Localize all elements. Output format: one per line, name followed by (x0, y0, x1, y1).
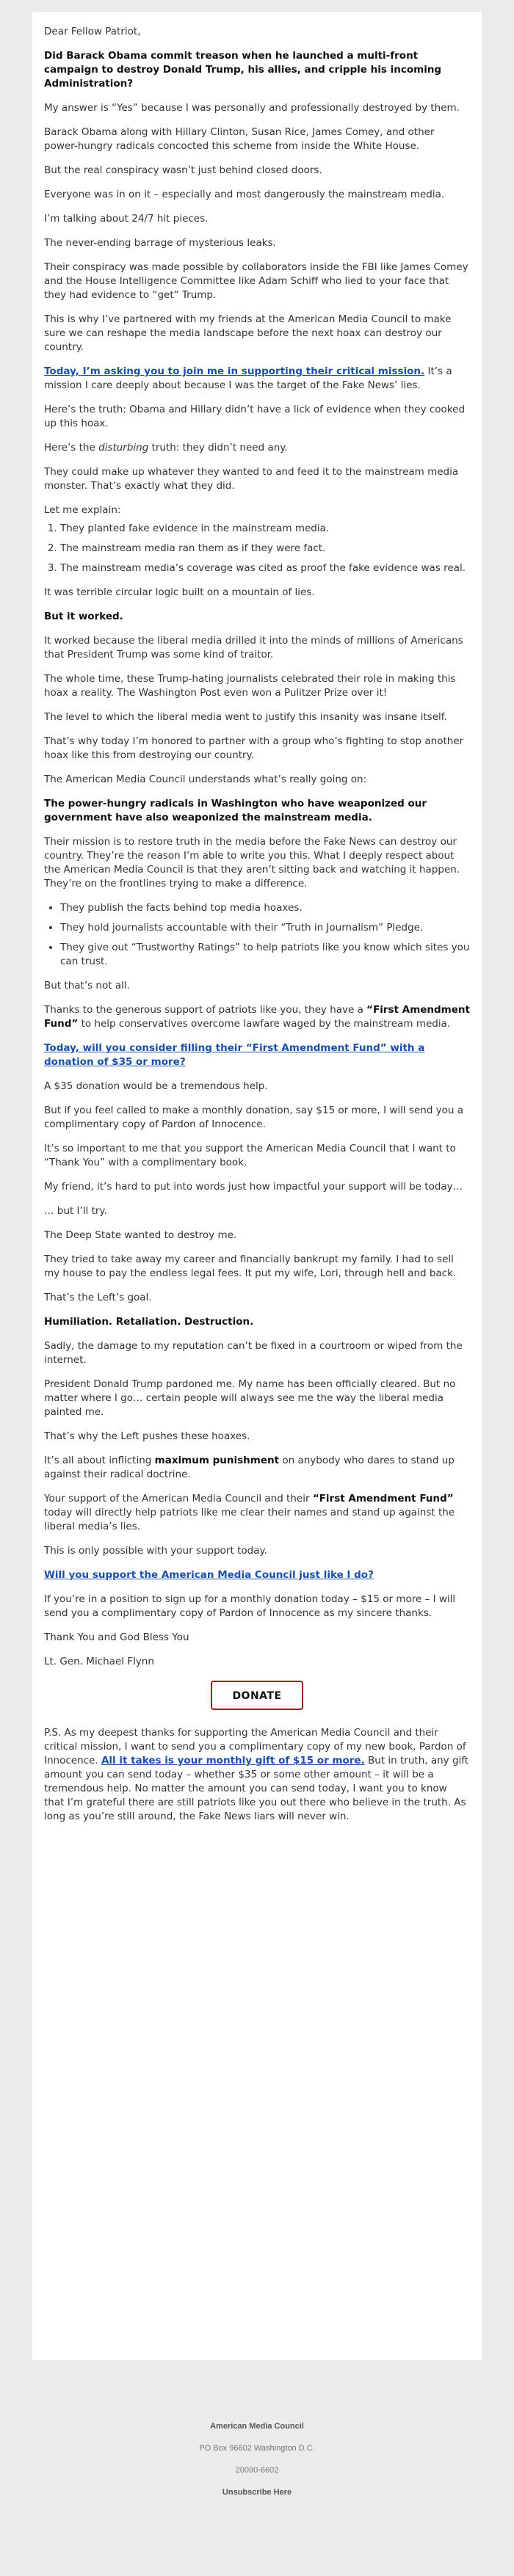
paragraph: The power-hungry radicals in Washington who have weaponized our government have also weaponized the mainstream media. (44, 798, 427, 823)
donate-button[interactable]: DONATE (211, 1681, 303, 1710)
email-footer (0, 2422, 514, 2510)
paragraph: But if you feel called to make a monthly donation, say $15 or more, I will send you a complimentary copy of Pardon of Innocence. (44, 1105, 464, 1130)
footer-address: PO Box 96602 Washington D.C. (199, 2444, 315, 2453)
list-item: 1. They planted fake evidence in the mainstream media. (60, 522, 470, 536)
email-card (32, 12, 482, 2360)
paragraph: My answer is “Yes” because I was personally and professionally destroyed by them. (44, 102, 460, 114)
paragraph: Here’s the disturbing truth: they didn’t need any. (44, 442, 288, 454)
paragraph: They tried to take away my career and financially bankrupt my family. I had to sell my house to pay the endless legal fees. It put my wife, Lori, through hell and back. (44, 1254, 457, 1279)
paragraph: If you’re in a position to sign up for a monthly donation today – $15 or more – I will send you a complimentary copy of Pardon of Innocence as my sincere thanks. (44, 1593, 456, 1619)
support-council-link[interactable]: Will you support the American Media Council just like I do? (44, 1569, 374, 1581)
paragraph: Everyone was in on it – especially and most dangerously the mainstream media. (44, 189, 445, 200)
paragraph: It’s all about inflicting maximum punishment on anybody who dares to stand up against their radical doctrine. (44, 1455, 455, 1480)
paragraph: President Donald Trump pardoned me. My name has been officially cleared. But no matter where I go… certain people will always see me the way the liberal media painted me. (44, 1378, 456, 1418)
paragraph: Their mission is to restore truth in the media before the Fake News can destroy our country. They’re the reason I’m able to write you this. What I deeply respect about the American Media Council is that they aren’t sitting back and watching it happen. They’re on the frontlines trying to make a difference. (44, 836, 460, 889)
list-item: 3. The mainstream media’s coverage was cited as proof the fake evidence was real. (60, 561, 470, 575)
signoff: Thank You and God Bless You (44, 1631, 189, 1643)
email-body (32, 12, 482, 1824)
paragraph: That’s the Left’s goal. (44, 1292, 152, 1303)
footer-zip: 20090-6602 (235, 2466, 279, 2475)
paragraph: … but I’ll try. (44, 1205, 107, 1217)
mission-list (44, 901, 470, 969)
unsubscribe-link[interactable]: Unsubscribe Here (222, 2488, 292, 2497)
paragraph: The American Media Council understands what’s really going on: (44, 774, 367, 785)
paragraph: It’s so important to me that you support the American Media Council that I want to “Thank You” with a complimentary book. (44, 1143, 456, 1168)
paragraph: Barack Obama along with Hillary Clinton, Susan Rice, James Comey, and other power-hungry radicals concocted this scheme from inside the White House. (44, 126, 435, 152)
list-item: 2. The mainstream media ran them as if they were fact. (60, 542, 470, 556)
paragraph: My friend, it’s hard to put into words just how impactful your support will be today… (44, 1181, 463, 1193)
postscript: P.S. As my deepest thanks for supporting the American Media Council and their critical mission, I want to send you a complimentary copy of my new book, Pardon of Innocence. All it takes is your monthly gift of $15 or more. But in truth, any gift amount you can send today – whether $35 or some other amount – it will be a tremendous help. No matter the amount you can send today, I want you to know that I’m grateful there are still patriots like you out there who believe in the truth. As long as you’re still around, the Fake News liars will never win. (44, 1727, 469, 1822)
paragraph: That’s why today I’m honored to partner with a group who’s fighting to stop another hoax like this from destroying our country. (44, 735, 464, 761)
list-item: • They hold journalists accountable with their “Truth in Journalism” Pledge. (60, 921, 470, 935)
explain-label: Let me explain: (44, 504, 121, 516)
explain-list (44, 522, 470, 575)
list-item: • They publish the facts behind top media hoaxes. (60, 901, 470, 915)
paragraph: It was terrible circular logic built on a mountain of lies. (44, 586, 315, 598)
paragraph: A $35 donation would be a tremendous help. (44, 1080, 268, 1092)
paragraph: But it worked. (44, 611, 123, 622)
support-mission-link[interactable]: Today, I’m asking you to join me in supporting their critical mission. (44, 365, 425, 377)
paragraph: They could make up whatever they wanted to and feed it to the mainstream media monster. That’s exactly what they did. (44, 466, 459, 492)
footer-org: American Media Council (210, 2422, 304, 2431)
paragraph: Your support of the American Media Council and their “First Amendment Fund” today will directly help patriots like me clear their names and stand up against the liberal media’s lies. (44, 1493, 455, 1532)
paragraph (44, 1041, 470, 1069)
greeting: Dear Fellow Patriot, (44, 26, 141, 37)
paragraph: That’s why the Left pushes these hoaxes. (44, 1430, 250, 1442)
list-item: • They give out “Trustworthy Ratings” to help patriots like you know which sites you can trust. (60, 941, 470, 969)
paragraph: The never-ending barrage of mysterious leaks. (44, 237, 276, 249)
paragraph: Their conspiracy was made possible by collaborators inside the FBI like James Comey and the House Intelligence Committee like Adam Schiff who lied to your face that they had evidence to “get” Trump. (44, 261, 468, 301)
paragraph: But the real conspiracy wasn’t just behind closed doors. (44, 164, 322, 176)
paragraph: Here’s the truth: Obama and Hillary didn’t have a lick of evidence when they cooked up this hoax. (44, 404, 466, 429)
paragraph: This is only possible with your support today. (44, 1545, 267, 1557)
paragraph: But that’s not all. (44, 980, 130, 992)
paragraph: Today, I’m asking you to join me in supporting their critical mission. It’s a mission I care deeply about because I was the target of the Fake News’ lies. (44, 365, 452, 391)
monthly-gift-link[interactable]: All it takes is your monthly gift of $15 or more. (101, 1755, 365, 1767)
paragraph: Thanks to the generous support of patriots like you, they have a “First Amendment Fund” to help conservatives overcome lawfare waged by the mainstream media. (44, 1004, 470, 1030)
paragraph: It worked because the liberal media drilled it into the minds of millions of Americans that President Trump was some kind of traitor. (44, 635, 463, 661)
signature: Lt. Gen. Michael Flynn (44, 1656, 154, 1667)
paragraph: Sadly, the damage to my reputation can’t be fixed in a courtroom or wiped from the internet. (44, 1340, 463, 1366)
paragraph: Humiliation. Retaliation. Destruction. (44, 1316, 254, 1328)
first-amendment-fund-link[interactable]: Today, will you consider filling their “First Amendment Fund” with a donation of $35 or more? (44, 1042, 425, 1068)
paragraph (44, 1568, 470, 1582)
paragraph: The Deep State wanted to destroy me. (44, 1229, 237, 1241)
donate-button-wrap (44, 1681, 470, 1710)
paragraph: The whole time, these Trump-hating journalists celebrated their role in making this hoax a reality. The Washington Post even won a Pulitzer Prize over it! (44, 673, 456, 699)
headline: Did Barack Obama commit treason when he launched a multi-front campaign to destroy Donald Trump, his allies, and cripple his incoming Administration? (44, 50, 442, 90)
paragraph: This is why I’ve partnered with my friends at the American Media Council to make sure we can reshape the media landscape before the next hoax can destroy our country. (44, 313, 452, 353)
paragraph: I’m talking about 24/7 hit pieces. (44, 213, 209, 225)
paragraph: The level to which the liberal media went to justify this insanity was insane itself. (44, 711, 447, 723)
